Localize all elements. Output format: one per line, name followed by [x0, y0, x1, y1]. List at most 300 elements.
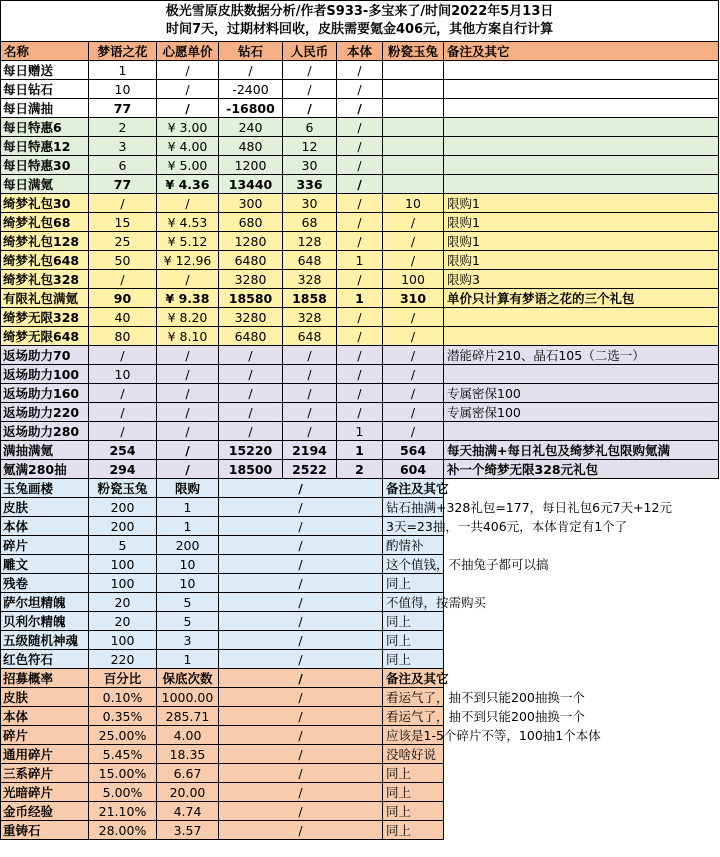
- table-cell: [444, 422, 719, 441]
- table-cell: ¥ 8.20: [157, 308, 219, 327]
- table-row: [1, 688, 719, 707]
- table-cell: /: [219, 688, 383, 707]
- table-cell: 同上: [383, 650, 444, 669]
- table-cell: /: [219, 346, 283, 365]
- table-cell: [444, 156, 719, 175]
- table-cell: 潜能碎片210、晶石105（二选一）: [444, 346, 719, 365]
- row-name-cell: 每日特惠6: [1, 118, 89, 137]
- table-cell: 220: [89, 650, 157, 669]
- table-cell: 专属密保100: [444, 403, 719, 422]
- table-cell: /: [219, 498, 383, 517]
- table-cell: /: [157, 61, 219, 80]
- sheet-title: [1, 1, 719, 42]
- table-cell: 3280: [219, 308, 283, 327]
- row-name-cell: 氪满280抽: [1, 460, 89, 479]
- table-cell: /: [157, 441, 219, 460]
- table-cell: /: [383, 251, 444, 270]
- table-cell: 480: [219, 137, 283, 156]
- table-cell: /: [337, 118, 383, 137]
- table-cell: 13440: [219, 175, 283, 194]
- table-row: [1, 498, 719, 517]
- table-cell: /: [219, 479, 383, 498]
- table-cell: 680: [219, 213, 283, 232]
- table-cell: 200: [89, 498, 157, 517]
- table-cell: 1: [337, 289, 383, 308]
- table-cell: 328: [283, 308, 337, 327]
- table-cell: 补一个绮梦无限328元礼包: [444, 460, 719, 479]
- table-row: [1, 517, 719, 536]
- table-row: [1, 251, 719, 270]
- table-cell: [444, 327, 719, 346]
- table-cell: /: [283, 422, 337, 441]
- table-cell: [444, 118, 719, 137]
- table-cell: /: [383, 384, 444, 403]
- table-row: [1, 536, 719, 555]
- table-cell: /: [219, 707, 383, 726]
- table-cell: 18580: [219, 289, 283, 308]
- row-name-cell: 皮肤: [1, 688, 89, 707]
- table-row: [1, 137, 719, 156]
- table-cell: /: [383, 346, 444, 365]
- table-cell: [444, 308, 719, 327]
- table-cell: /: [337, 308, 383, 327]
- table-cell: /: [219, 536, 383, 555]
- row-name-cell: 绮梦礼包30: [1, 194, 89, 213]
- table-cell: 10: [157, 574, 219, 593]
- table-cell: 5.00%: [89, 783, 157, 802]
- table-cell: [444, 137, 719, 156]
- table-cell: 310: [383, 289, 444, 308]
- table-cell: 285.71: [157, 707, 219, 726]
- table-cell: /: [337, 156, 383, 175]
- table-cell: 1280: [219, 232, 283, 251]
- table-cell: ¥ 8.10: [157, 327, 219, 346]
- table-cell: /: [383, 422, 444, 441]
- table-cell: 0.35%: [89, 707, 157, 726]
- table-cell: 备注及其它: [383, 479, 444, 498]
- row-name-cell: 玉兔画楼: [1, 479, 89, 498]
- table-row: [1, 232, 719, 251]
- table-row: [1, 479, 719, 498]
- table-cell: 1: [337, 441, 383, 460]
- table-cell: /: [283, 403, 337, 422]
- table-cell: /: [219, 403, 283, 422]
- row-name-cell: 绮梦无限648: [1, 327, 89, 346]
- table-cell: 同上: [383, 612, 444, 631]
- table-cell: [383, 61, 444, 80]
- table-cell: /: [157, 99, 219, 118]
- table-cell: 30: [283, 194, 337, 213]
- table-cell: /: [219, 650, 383, 669]
- table-cell: 648: [283, 251, 337, 270]
- table-cell: 2194: [283, 441, 337, 460]
- table-cell: /: [383, 327, 444, 346]
- column-header: 梦语之花: [89, 42, 157, 61]
- table-row: [1, 593, 719, 612]
- table-cell: [383, 175, 444, 194]
- table-cell: /: [219, 669, 383, 688]
- table-cell: 3天=23抽，一共406元，本体肯定有1个了: [383, 517, 444, 536]
- row-name-cell: 本体: [1, 517, 89, 536]
- row-name-cell: 返场助力70: [1, 346, 89, 365]
- row-name-cell: 每日钻石: [1, 80, 89, 99]
- table-cell: /: [337, 61, 383, 80]
- table-row: [1, 669, 719, 688]
- table-row: [1, 156, 719, 175]
- table-cell: [444, 175, 719, 194]
- table-row: [1, 821, 719, 840]
- table-row: [1, 365, 719, 384]
- table-cell: 20: [89, 593, 157, 612]
- table-row: [1, 707, 719, 726]
- table-cell: /: [337, 213, 383, 232]
- table-cell: 294: [89, 460, 157, 479]
- table-cell: 100: [89, 574, 157, 593]
- table-cell: 90: [89, 289, 157, 308]
- row-name-cell: 贝利尔精魄: [1, 612, 89, 631]
- table-cell: 2: [89, 118, 157, 137]
- table-row: [1, 441, 719, 460]
- table-cell: 200: [157, 536, 219, 555]
- table-cell: -2400: [219, 80, 283, 99]
- table-cell: 10: [89, 365, 157, 384]
- table-cell: /: [219, 631, 383, 650]
- row-name-cell: 满抽满氪: [1, 441, 89, 460]
- table-row: [1, 403, 719, 422]
- row-name-cell: 金币经验: [1, 802, 89, 821]
- table-cell: /: [89, 194, 157, 213]
- table-cell: /: [89, 403, 157, 422]
- table-cell: 4.00: [157, 726, 219, 745]
- title-line-2: 时间7天，过期材料回收，皮肤需要氪金406元，其他方案自行计算: [165, 22, 554, 37]
- table-cell: 1200: [219, 156, 283, 175]
- row-name-cell: 萨尔坦精魄: [1, 593, 89, 612]
- table-cell: 百分比: [89, 669, 157, 688]
- table-row: [1, 612, 719, 631]
- table-cell: /: [219, 61, 283, 80]
- table-cell: /: [89, 270, 157, 289]
- table-cell: 28.00%: [89, 821, 157, 840]
- table-cell: /: [157, 346, 219, 365]
- table-body: [1, 1, 719, 840]
- table-row: [1, 80, 719, 99]
- table-cell: /: [89, 346, 157, 365]
- table-cell: 25.00%: [89, 726, 157, 745]
- table-cell: /: [157, 384, 219, 403]
- row-name-cell: 有限礼包满氪: [1, 289, 89, 308]
- table-cell: /: [283, 346, 337, 365]
- column-header: 备注及其它: [444, 42, 719, 61]
- table-row: [1, 175, 719, 194]
- table-cell: 限购1: [444, 232, 719, 251]
- table-cell: /: [219, 384, 283, 403]
- table-cell: 25: [89, 232, 157, 251]
- table-cell: /: [337, 194, 383, 213]
- table-cell: 限购: [157, 479, 219, 498]
- row-name-cell: 重铸石: [1, 821, 89, 840]
- table-cell: 钻石抽满+328礼包=177，每日礼包6元7天+12元: [383, 498, 444, 517]
- table-cell: 240: [219, 118, 283, 137]
- table-cell: 1: [337, 422, 383, 441]
- table-cell: /: [337, 384, 383, 403]
- table-cell: 5: [157, 612, 219, 631]
- row-name-cell: 返场助力160: [1, 384, 89, 403]
- row-name-cell: 绮梦礼包128: [1, 232, 89, 251]
- table-cell: /: [383, 365, 444, 384]
- table-cell: 3.57: [157, 821, 219, 840]
- table-row: [1, 574, 719, 593]
- table-cell: 同上: [383, 821, 444, 840]
- table-cell: 备注及其它: [383, 669, 444, 688]
- table-cell: 1: [337, 251, 383, 270]
- table-cell: 1: [157, 498, 219, 517]
- table-cell: [383, 99, 444, 118]
- table-cell: 10: [157, 555, 219, 574]
- row-name-cell: 返场助力100: [1, 365, 89, 384]
- table-cell: 同上: [383, 783, 444, 802]
- table-row: [1, 764, 719, 783]
- table-cell: 6480: [219, 251, 283, 270]
- row-name-cell: 本体: [1, 707, 89, 726]
- table-row: [1, 555, 719, 574]
- table-cell: 同上: [383, 574, 444, 593]
- table-cell: 77: [89, 175, 157, 194]
- row-name-cell: 绮梦礼包68: [1, 213, 89, 232]
- table-cell: 336: [283, 175, 337, 194]
- row-name-cell: 招募概率: [1, 669, 89, 688]
- table-cell: /: [283, 99, 337, 118]
- table-cell: /: [283, 384, 337, 403]
- table-cell: /: [219, 783, 383, 802]
- table-cell: /: [219, 517, 383, 536]
- table-cell: /: [337, 137, 383, 156]
- table-cell: 3280: [219, 270, 283, 289]
- row-name-cell: 绮梦无限328: [1, 308, 89, 327]
- table-row: [1, 346, 719, 365]
- table-cell: 5.45%: [89, 745, 157, 764]
- table-cell: 0.10%: [89, 688, 157, 707]
- table-cell: 1: [157, 517, 219, 536]
- row-name-cell: 碎片: [1, 536, 89, 555]
- table-cell: 6480: [219, 327, 283, 346]
- table-cell: 限购1: [444, 251, 719, 270]
- table-cell: 15.00%: [89, 764, 157, 783]
- table-cell: ¥ 3.00: [157, 118, 219, 137]
- table-cell: 3: [157, 631, 219, 650]
- table-cell: 酌情补: [383, 536, 444, 555]
- row-name-cell: 红色符石: [1, 650, 89, 669]
- table-cell: 1: [89, 61, 157, 80]
- row-name-cell: 光暗碎片: [1, 783, 89, 802]
- table-cell: 128: [283, 232, 337, 251]
- table-cell: [383, 137, 444, 156]
- table-cell: 应该是1-5个碎片不等，100抽1个本体: [383, 726, 444, 745]
- table-cell: [383, 156, 444, 175]
- table-cell: 12: [283, 137, 337, 156]
- table-cell: 604: [383, 460, 444, 479]
- row-name-cell: 每日特惠30: [1, 156, 89, 175]
- table-cell: [383, 118, 444, 137]
- table-cell: /: [383, 232, 444, 251]
- row-name-cell: 每日赠送: [1, 61, 89, 80]
- table-cell: /: [337, 80, 383, 99]
- table-cell: 564: [383, 441, 444, 460]
- table-cell: /: [157, 80, 219, 99]
- table-cell: ¥ 9.38: [157, 289, 219, 308]
- table-cell: 每天抽满+每日礼包及绮梦礼包限购氪满: [444, 441, 719, 460]
- table-cell: [444, 365, 719, 384]
- title-line-1: 极光雪原皮肤数据分析/作者S933-多宝来了/时间2022年5月13日: [165, 4, 554, 19]
- table-cell: 254: [89, 441, 157, 460]
- table-row: [1, 745, 719, 764]
- table-cell: 50: [89, 251, 157, 270]
- table-cell: ¥ 5.00: [157, 156, 219, 175]
- table-cell: 20.00: [157, 783, 219, 802]
- row-name-cell: 皮肤: [1, 498, 89, 517]
- table-row: [1, 631, 719, 650]
- table-cell: 2: [337, 460, 383, 479]
- table-cell: 40: [89, 308, 157, 327]
- table-row: [1, 650, 719, 669]
- table-cell: /: [219, 555, 383, 574]
- table-row: [1, 194, 719, 213]
- table-cell: 同上: [383, 764, 444, 783]
- table-cell: 3: [89, 137, 157, 156]
- table-cell: /: [283, 80, 337, 99]
- table-cell: 单价只计算有梦语之花的三个礼包: [444, 289, 719, 308]
- row-name-cell: 绮梦礼包328: [1, 270, 89, 289]
- table-cell: 6: [283, 118, 337, 137]
- table-cell: [444, 80, 719, 99]
- row-name-cell: 残卷: [1, 574, 89, 593]
- row-name-cell: 每日特惠12: [1, 137, 89, 156]
- table-cell: 看运气了，抽不到只能200抽换一个: [383, 707, 444, 726]
- table-cell: 限购3: [444, 270, 719, 289]
- table-cell: 80: [89, 327, 157, 346]
- table-row: [1, 270, 719, 289]
- table-cell: /: [157, 365, 219, 384]
- column-header: 本体: [337, 42, 383, 61]
- table-cell: /: [337, 270, 383, 289]
- table-cell: 18.35: [157, 745, 219, 764]
- table-row: [1, 61, 719, 80]
- table-row: [1, 783, 719, 802]
- table-row: [1, 327, 719, 346]
- table-cell: /: [157, 460, 219, 479]
- table-cell: 保底次数: [157, 669, 219, 688]
- table-cell: 21.10%: [89, 802, 157, 821]
- table-cell: /: [337, 365, 383, 384]
- column-header: 粉瓷玉兔: [383, 42, 444, 61]
- table-cell: /: [157, 403, 219, 422]
- table-cell: ¥ 4.36: [157, 175, 219, 194]
- row-name-cell: 返场助力220: [1, 403, 89, 422]
- table-cell: 15220: [219, 441, 283, 460]
- table-cell: /: [337, 346, 383, 365]
- table-cell: 30: [283, 156, 337, 175]
- table-cell: 1858: [283, 289, 337, 308]
- table-cell: 1000.00: [157, 688, 219, 707]
- table-cell: /: [89, 384, 157, 403]
- table-cell: 100: [89, 631, 157, 650]
- table-cell: 100: [383, 270, 444, 289]
- table-cell: 100: [89, 555, 157, 574]
- column-header: 人民币: [283, 42, 337, 61]
- table-cell: 限购1: [444, 213, 719, 232]
- table-row: [1, 460, 719, 479]
- table-cell: 77: [89, 99, 157, 118]
- title-row: [1, 1, 719, 42]
- table-cell: 6: [89, 156, 157, 175]
- table-cell: [383, 80, 444, 99]
- table-cell: -16800: [219, 99, 283, 118]
- table-cell: 不值得，按需购买: [383, 593, 444, 612]
- row-name-cell: 每日满氪: [1, 175, 89, 194]
- table-cell: /: [219, 802, 383, 821]
- row-name-cell: 三系碎片: [1, 764, 89, 783]
- table-cell: 18500: [219, 460, 283, 479]
- table-cell: 2522: [283, 460, 337, 479]
- table-cell: /: [219, 612, 383, 631]
- table-cell: /: [219, 574, 383, 593]
- table-cell: 10: [383, 194, 444, 213]
- row-name-cell: 碎片: [1, 726, 89, 745]
- table-cell: 300: [219, 194, 283, 213]
- table-cell: /: [219, 764, 383, 783]
- table-cell: 1: [157, 650, 219, 669]
- table-cell: 15: [89, 213, 157, 232]
- table-cell: ¥ 12.96: [157, 251, 219, 270]
- table-cell: 看运气了，抽不到只能200抽换一个: [383, 688, 444, 707]
- header-row: [1, 42, 719, 61]
- table-row: [1, 99, 719, 118]
- table-cell: ¥ 4.53: [157, 213, 219, 232]
- table-cell: 专属密保100: [444, 384, 719, 403]
- table-row: [1, 118, 719, 137]
- table-cell: 68: [283, 213, 337, 232]
- row-name-cell: 雕文: [1, 555, 89, 574]
- table-cell: 5: [157, 593, 219, 612]
- table-cell: 200: [89, 517, 157, 536]
- column-header: 心愿单价: [157, 42, 219, 61]
- table-cell: ¥ 4.00: [157, 137, 219, 156]
- table-row: [1, 384, 719, 403]
- table-cell: /: [283, 61, 337, 80]
- table-cell: /: [337, 403, 383, 422]
- table-cell: 10: [89, 80, 157, 99]
- table-cell: /: [89, 422, 157, 441]
- table-cell: /: [219, 422, 283, 441]
- table-cell: 同上: [383, 802, 444, 821]
- table-cell: /: [383, 308, 444, 327]
- table-cell: 没啥好说: [383, 745, 444, 764]
- table-cell: 粉瓷玉兔: [89, 479, 157, 498]
- table-cell: [444, 99, 719, 118]
- table-cell: 648: [283, 327, 337, 346]
- table-row: [1, 308, 719, 327]
- row-name-cell: 每日满抽: [1, 99, 89, 118]
- table-cell: /: [157, 194, 219, 213]
- table-cell: 20: [89, 612, 157, 631]
- table-cell: /: [383, 213, 444, 232]
- table-cell: 328: [283, 270, 337, 289]
- table-cell: /: [337, 175, 383, 194]
- table-cell: /: [219, 821, 383, 840]
- table-cell: 同上: [383, 631, 444, 650]
- table-cell: [444, 61, 719, 80]
- table-cell: 6.67: [157, 764, 219, 783]
- table-row: [1, 289, 719, 308]
